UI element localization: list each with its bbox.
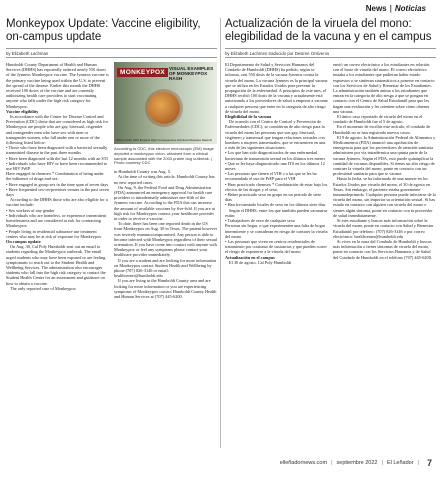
- column-divider: [220, 18, 221, 448]
- english-byline: by Elizabeth Lachman: [6, 48, 217, 58]
- monkeypox-photo: [114, 62, 217, 144]
- subhead-elegibilidad: Elegibilidad de la vacuna: [225, 114, 272, 120]
- footer-site: elleñadornews.com: [279, 460, 328, 466]
- subhead-vaccine-eligibility: Vaccine eligibility: [6, 108, 39, 114]
- spanish-headline: Actualización de la viruela del mono: elegibilidad de la vacuna y en el campus: [225, 18, 432, 43]
- footer-paper: El Leñador: [386, 460, 414, 466]
- english-headline: Monkeypox Update: Vaccine eligibility, on-campus update: [6, 18, 201, 43]
- section-label-en: News: [365, 3, 387, 13]
- section-label-es: Noticias: [394, 3, 426, 13]
- subhead-campus: Actualización en el campus: [225, 254, 275, 260]
- page-number: 7: [426, 458, 432, 468]
- english-column-2: MONKEYPOX VISUAL EXAMPLES OF MONKEYPOX RASH Photo Credit: NHS England High Consequences Infectious Diseases Network According to CDC, this electron microscopic (EM) image depicted a monkeypox virion, obtained from a clinical sample associated with the 2003 prairie dog outbreak. | Photo courtesy CDC in Humboldt County was Aug. 5. At the time of writing this article, Humboldt County has no new reported cases. On Aug. 9, the Federal Food and Drug Administration (FDA) announced an emergency approval for health care providers to intradermally administer one-fifth of the Jynneos vaccine. According to the FDA this can increase the amount of available vaccines by five-fold. If you are at high risk for Monkeypox contact your healthcare provider in order to receive a vaccine. To date, there has been one reported death in the US from Monkeypox on Aug. 30 in Texas. The patient however was severely immunocompromised. Any person is able to become infected with Monkeypox regardless of their sexual orientation. If you have come into contact with anyone with Monkeypox or feel any symptoms please contact your healthcare provider immediately. If you are a student and are looking for more information on Monkeypox contact Student Health and Wellbeing by phone (707) 826-3146 or email: healthcenter@humboldt.edu If you are living in the Humboldt County area and are looking for more information or you are experiencing symptoms of Monkeypox contact Humboldt County Health and Human Services at (707) 445-6200.: [114, 62, 217, 299]
- subhead-on-campus: On campus update: [6, 238, 41, 244]
- photo-caption: According to CDC, this electron microscopic (EM) image depicted a monkeypox virion, obtained from a clinical sample associated with the 2003 prairie dog outbreak. | Photo courtesy CDC: [114, 146, 214, 166]
- spanish-column-2: envió un correo electrónico a los estudiantes en relación con el brote de viruela del mono. El correo electrónico instaba a los estudiantes que pudieran haber estado expuestos o se sintieran sintomáticos a ponerse en contacto con los Servicios de Salud y Bienestar de los Estudiantes. La administración también anima a los estudiantes que entran en la categoría de alto riesgo a que se pongan en contacto con el Centro de Salud Estudiantil para que les hagan una evaluación y les orienten sobre cómo obtener una vacuna. El único caso reportado de viruela del mono en el condado de Humboldt fue el 5 de agosto. En el momento de escribir este artículo, el condado de Humboldt no se han registrado nuevos casos. El 9 de agosto, la Administración Federal de Alimentos y Medicamentos (FDA) anunció una aprobación de emergencia para que los proveedores de atención sanitaria administren por vía intradérmica una quinta parte de la vacuna Jynneos. Según el FDA, esto puede quintuplicar la cantidad de vacunas disponibles. Si tienes un alto riesgo de contraer la viruela del mono, ponte en contacto con un profesional sanitario para que te vacune. Hasta la fecha, se ha informado de una muerte en los Estados Unidos por viruela del mono, el 30 de agosto en Texas. Sin embargo, el paciente estaba gravemente inmunodeprimido. Cualquier persona puede infectarse de la viruela del mono, sin importar su orientación sexual. Si has estado en contacto con alguien con viruela del mono o sientes algún síntoma, ponte en contacto con tu proveedor de salud inmediatamente. Si eres estudiante y buscas más información sobre la viruela del mono, ponte en contacto con Salud y Bienestar Estudiantil por teléfono: (707) 826-3146 o por correo electrónico: healthcenter@humboldt.edu Si vives en la zona del Condado de Humboldt y buscas más información o tienes síntomas de viruela del mono, ponte en contacto con los Servicios Humanos y de Salud del Condado de Humboldt en el teléfono (707) 445-6200.: [333, 62, 436, 260]
- footer-date: septiembre 2022: [336, 460, 378, 466]
- spanish-column-1: El Departamento de Salud y Servicios Humanos del Condado de Humboldt (DHHS) ha pedido, según se informa, casi 550 dosis de la vacuna Jynneos contra la viruela del mono. La vacuna Jynneos es la principal vacuna que se utiliza en los Estados Unidos para prevenir la propagación de la enfermedad. A principios de este mes, el DHHS recibió 100 dosis de la vacuna y actualmente está autorizando a los proveedores de salud a empezar a vacunar a cualquier persona que entre en la categoría de alto riesgo de viruela del mono. Elegibilidad de la vacuna De acuerdo con el Centro de Control y Prevención de Enfermedades (CDC), se consideran de alto riesgo para la viruela del mono las personas que son gay, bisexual, cisgénero y transexual que tengan relaciones sexuales con hombres o mujeres transexuales, que se encuentren en una o más de las siguientes situaciones: • Los que han sido diagnosticados de una enfermedad bacteriana de transmisión sexual en los últimos tres meses • Que se les haya diagnosticado una ITS en los últimos 12 meses • Las personas que tienen el VIH o a las que se les ha recomendado el uso de PrEP para el VIH • Haer practicado chemsex * Combinación de estar bajo los efectos de las drogas y el sexo. • Haber practicado sexo en grupo en un periodo de siete días • Han frecuentado locales de sexo en los últimos siete días Según el DHHS, entre los que también pueden vacunarse están: • Trabajadores de sexo de cualquier sexo Personas sin hogar, o que experimenten una falta de hogar intermitente y se consideran en riesgo de contraer la viruela del mono • Las personas que viven en centros residenciales de tratamiento por consumo de sustancias y que pueden correr el riesgo de exponerse a la viruela del mono Actualización en el campus El 30 de agosto, Cal Poly Humboldt: [225, 62, 328, 265]
- photo-title: VISUAL EXAMPLES OF MONKEYPOX RASH: [169, 66, 214, 82]
- english-column-1: Humboldt County Department of Health and Human Services (DHHS) has reportedly ordered nearly 550 doses of the Jynneos Monkeypox vaccine. The Jynneos vaccine is the primary vaccine being used within the U.S. to prevent the spread of the disease. Earlier this month the DHHS received 100 doses of the vaccine and are currently authorizing health care providers to start vaccinating anyone who falls under the high risk category for Monkeypox. Vaccine eligibility In accordance with the Center for Disease Control and Prevention (CDC) those that are considered as high risk for Monkeypox are people who are gay, bisexual, cisgender and transgender men who have sex with men or transgender women, who fall under one or more of the following listed below: • Those who have been diagnosed with a bacterial sexually transmitted disease in the past three months • Have been diagnosed with the last 12 months with an STI • Individuals who have HIV or have been recommended to use HIV PrEP Have engaged in chemsex * Combination of being under the influence of drugs and sex. • Have engaged in group sex in the time span of seven days • Have frequented sex-on-premises venues in the past seven days According to the DHHS those who are also eligible for a vaccine include: • Sex workers of any gender • Individuals who are homeless, or experience intermittent homelessness and are considered at risk for contracting Monkeypox • People living in residential substance use treatment centers who may be at risk of exposure for Monkeypox On campus update On Aug. 30, Cal Poly Humboldt sent out an email to students regarding the Monkeypox outbreak. The email urged students who may have been exposed or are feeling symptomatic to reach out to the Student Health and Wellbeing Services. The administration also encourages students who fall into the high risk category to contact the Student Health Center for an assessment and guidance on how to obtain a vaccine. The only reported case of Monkeypox: [6, 62, 109, 291]
- virion-image: [148, 92, 180, 124]
- english-article: [6, 18, 217, 448]
- monkeypox-logo: MONKEYPOX: [117, 68, 168, 77]
- page-footer: elleñadornews.com | septiembre 2022 | El Leñador | 7: [279, 458, 432, 468]
- spanish-byline: by Elizabeth Lachmen traducido por Desiree Ontiveros: [225, 48, 436, 58]
- spanish-article: [225, 18, 436, 448]
- photo-credit: Photo Credit: NHS England High Consequences Infectious Diseases Network: [116, 137, 213, 142]
- section-header: News | Noticias: [365, 3, 426, 13]
